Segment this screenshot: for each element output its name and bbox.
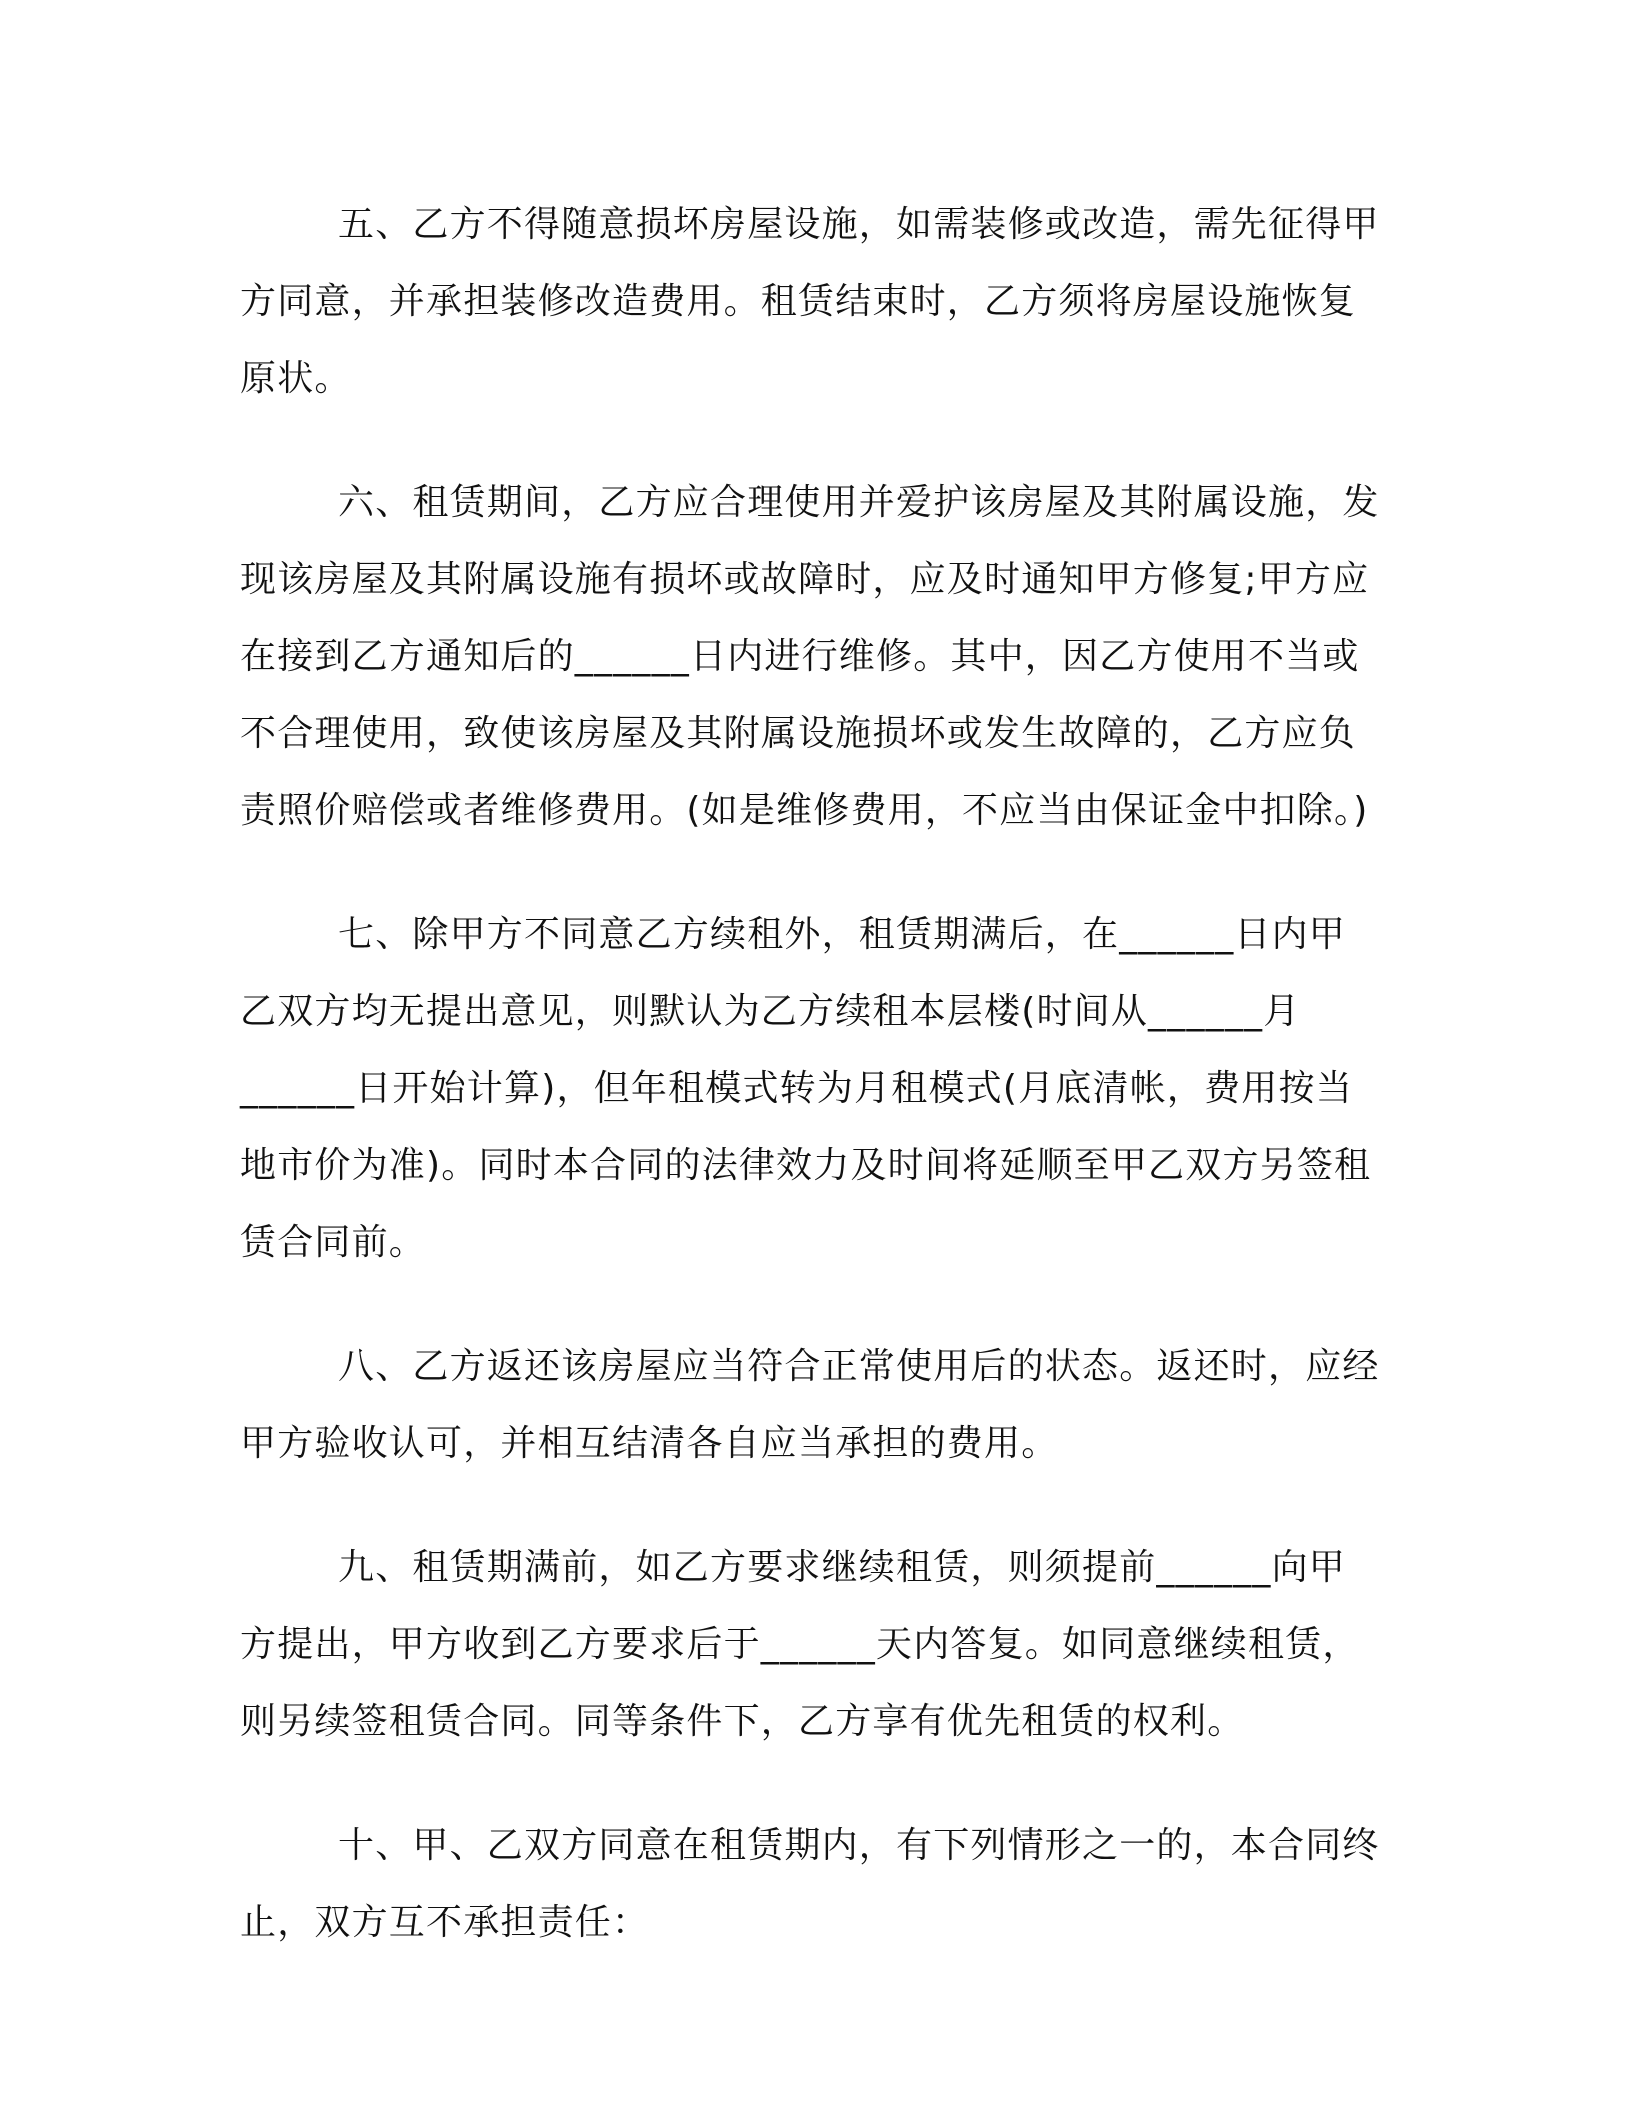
clause-line: 方同意，并承担装修改造费用。租赁结束时，乙方须将房屋设施恢复 bbox=[240, 281, 1357, 322]
clause-line: 现该房屋及其附属设施有损坏或故障时，应及时通知甲方修复;甲方应 bbox=[240, 559, 1370, 600]
clause-5 bbox=[240, 186, 1380, 417]
clause-line: 乙双方均无提出意见，则默认为乙方续租本层楼(时间从______月 bbox=[240, 991, 1301, 1032]
clause-8 bbox=[240, 1328, 1380, 1482]
clause-line: 甲方验收认可，并相互结清各自应当承担的费用。 bbox=[240, 1423, 1059, 1464]
clause-line: 则另续签租赁合同。同等条件下，乙方享有优先租赁的权利。 bbox=[240, 1701, 1245, 1742]
clause-line: 责照价赔偿或者维修费用。(如是维修费用，不应当由保证金中扣除。) bbox=[240, 790, 1369, 831]
clause-9 bbox=[240, 1529, 1380, 1760]
clause-line: 七、除甲方不同意乙方续租外，租赁期满后，在______日内甲 bbox=[338, 914, 1347, 955]
clause-line: 八、乙方返还该房屋应当符合正常使用后的状态。返还时，应经 bbox=[338, 1346, 1380, 1387]
clause-line: 五、乙方不得随意损坏房屋设施，如需装修或改造，需先征得甲 bbox=[338, 204, 1380, 245]
clause-7 bbox=[240, 896, 1380, 1281]
clause-line: 不合理使用，致使该房屋及其附属设施损坏或发生故障的，乙方应负 bbox=[240, 713, 1357, 754]
document-body bbox=[240, 186, 1380, 2008]
clause-line: 在接到乙方通知后的______日内进行维修。其中，因乙方使用不当或 bbox=[240, 636, 1360, 677]
clause-line: 地市价为准)。同时本合同的法律效力及时间将延顺至甲乙双方另签租 bbox=[240, 1145, 1372, 1186]
clause-line: 六、租赁期间，乙方应合理使用并爱护该房屋及其附属设施，发 bbox=[338, 482, 1380, 523]
clause-10 bbox=[240, 1807, 1380, 1961]
clause-line: 赁合同前。 bbox=[240, 1222, 427, 1263]
clause-line: 十、甲、乙双方同意在租赁期内，有下列情形之一的，本合同终 bbox=[338, 1825, 1380, 1866]
clause-line: 止，双方互不承担责任： bbox=[240, 1902, 650, 1943]
clause-line: 原状。 bbox=[240, 358, 352, 399]
clause-line: 方提出，甲方收到乙方要求后于______天内答复。如同意继续租赁， bbox=[240, 1624, 1360, 1665]
clause-line: 九、租赁期满前，如乙方要求继续租赁，则须提前______向甲 bbox=[338, 1547, 1347, 1588]
clause-6 bbox=[240, 464, 1380, 849]
clause-line: ______日开始计算)，但年租模式转为月租模式(月底清帐，费用按当 bbox=[240, 1068, 1353, 1109]
